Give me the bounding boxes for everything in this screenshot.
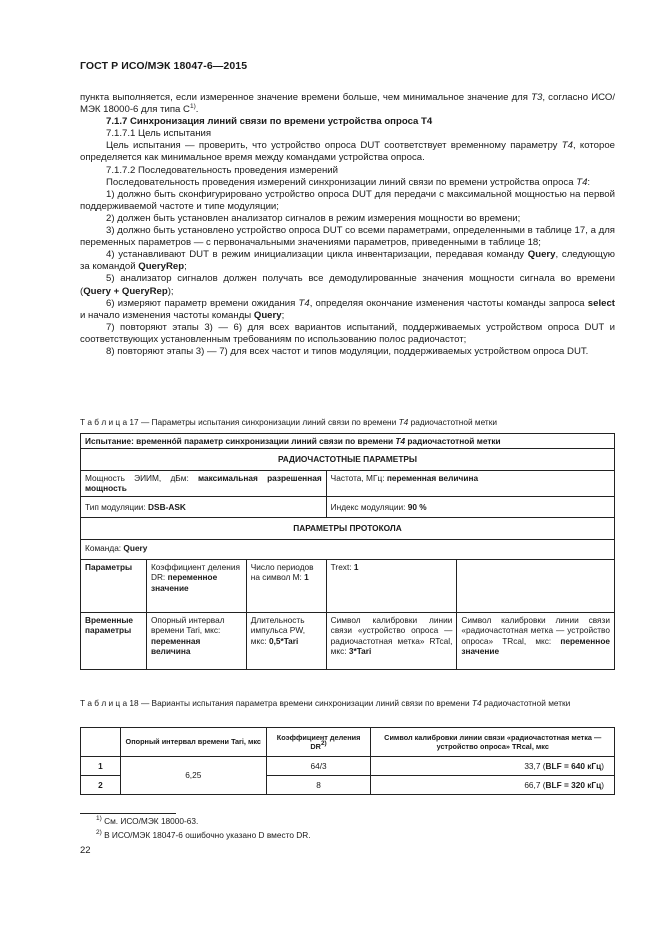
text: T4 [398, 417, 409, 427]
text: Т а б л и ц а 17 — Параметры испытания синхронизации линий связи по времени [80, 417, 399, 427]
text: , следующую за командой [80, 249, 615, 273]
text: , которое определяется как минимальное время между командами устройства опроса. [80, 140, 615, 164]
table-row [81, 757, 615, 776]
text: DSB-ASK [148, 501, 186, 512]
paragraph [80, 92, 615, 116]
text: Коэффициент деления DR: [150, 562, 240, 583]
table-row [81, 539, 615, 559]
table-cell [81, 470, 327, 496]
table-17 [80, 433, 615, 670]
table-cell: 6,25 [120, 757, 266, 795]
footnote-text: См. ИСО/МЭК 18000-63. [104, 816, 199, 826]
section-header-cell: РАДИОЧАСТОТНЫЕ ПАРАМЕТРЫ [81, 449, 615, 470]
table-row [81, 496, 615, 517]
text: ) [601, 779, 604, 790]
footnote-mark: 2) [96, 829, 102, 836]
footnote [96, 816, 198, 827]
document-header: ГОСТ Р ИСО/МЭК 18047-6—2015 [80, 60, 248, 72]
text: Коэффициент деления DR [276, 732, 361, 751]
row-number-cell: 2 [81, 776, 121, 795]
text: 90 % [407, 501, 427, 512]
table17-caption [80, 417, 615, 428]
text: T4 [576, 176, 588, 188]
text: Частота, МГц: [330, 472, 387, 483]
table-cell [371, 776, 615, 795]
text: T4 [561, 140, 573, 152]
footnote-separator [80, 813, 176, 814]
text: Команда: [85, 542, 124, 553]
footnote-text: В ИСО/МЭК 18047-6 ошибочно указано D вместо DR. [104, 830, 311, 840]
paragraph [80, 140, 615, 164]
step-item: 3) должно быть установлено устройство опроса DUT со всеми параметрами, определенными в таблице 17, а для переменных параметров — с первоначальными значениями параметров, приведенными в таблице 18; [80, 225, 615, 249]
table-row [81, 449, 615, 470]
text: 0,5*Tari [268, 635, 299, 646]
section-header-cell: ПАРАМЕТРЫ ПРОТОКОЛА [81, 518, 615, 539]
text: пункта выполняется, если измеренное значение времени больше, чем минимальное значение для [80, 92, 532, 103]
text: 33,7 ( [524, 760, 546, 771]
text: ); [167, 285, 174, 297]
table18-caption [80, 698, 615, 709]
text: и начало изменения частоты команды [80, 309, 254, 321]
header-cell [81, 728, 121, 757]
text: 66,7 ( [524, 779, 546, 790]
text: максимальная разрешенная мощность [85, 472, 322, 494]
text: T4 [395, 436, 406, 446]
text: переменная величина [386, 472, 479, 483]
text: Индекс модуляции: [330, 501, 408, 512]
row-label-cell: Временные параметры [81, 613, 147, 670]
text: 6) измеряют параметр времени ожидания [106, 297, 299, 309]
footnote-ref: 1) [189, 103, 196, 111]
table-cell [326, 613, 457, 670]
paragraph [80, 177, 615, 189]
table-cell [81, 539, 615, 559]
table-18 [80, 727, 615, 795]
text: T4 [298, 297, 310, 309]
step-item [80, 273, 615, 297]
text: 3*Tari [348, 646, 372, 657]
page-number: 22 [80, 845, 91, 856]
header-cell: Опорный интервал времени Tari, мкс [120, 728, 266, 757]
text: Т а б л и ц а 18 — Варианты испытания параметра времени синхронизации линий связи по времени [80, 698, 472, 708]
text: Длительность импульса PW, мкс: [250, 615, 306, 646]
step-item [80, 249, 615, 273]
table-cell [246, 613, 326, 670]
step-item [80, 298, 615, 322]
text: , определяя окончание изменения частоты команды запроса [309, 297, 588, 309]
table-row [81, 613, 615, 670]
text: Цель испытания — проверить, что устройство опроса DUT соответствует временному параметру [106, 140, 562, 152]
text: Символ калибровки линии связи «радиочастотная метка — устройство опроса» TRcal, мкс: [461, 615, 610, 646]
step-item: 8) повторяют этапы 3) — 7) для всех частот и типов модуляции, поддерживаемых устройством опроса DUT. [106, 345, 589, 357]
table-cell [326, 496, 614, 517]
text: Query + QueryRep [83, 285, 168, 297]
text: BLF = 640 кГц [545, 760, 602, 771]
text: 5) анализатор сигналов должен получать все демодулированные значения мощности сигнала во времени ( [80, 273, 615, 297]
text: переменное значение [150, 572, 218, 593]
table-cell [457, 613, 615, 670]
table-row [81, 470, 615, 496]
text: Тип модуляции: [85, 501, 149, 512]
text: QueryRep [138, 261, 185, 273]
text: радиочастотной метки [405, 436, 501, 446]
table-row [81, 434, 615, 449]
text: Число периодов на символ M: [250, 562, 314, 583]
body-text [80, 92, 615, 358]
row-label-cell: Параметры [81, 560, 147, 613]
text: Query [527, 249, 556, 261]
table-cell [81, 496, 327, 517]
text: ) [601, 760, 604, 771]
table-header-row [81, 728, 615, 757]
text: радиочастотной метки [481, 698, 571, 708]
text: Query [123, 542, 148, 553]
subsection-heading: 7.1.7.2 Последовательность проведения измерений [106, 164, 338, 176]
text: переменное значение [461, 635, 610, 657]
table-title-cell [81, 434, 615, 449]
step-item: 1) должно быть сконфигурировано устройство опроса DUT для передачи с максимальной мощностью на первой поддерживаемой частоте и типе модуляции; [80, 188, 615, 212]
header-cell [266, 728, 371, 757]
text: Опорный интервал времени Tari, мкс: [150, 615, 225, 636]
text: переменная величина [150, 635, 201, 657]
table-cell [326, 560, 457, 613]
table-row [81, 518, 615, 539]
footnote [96, 830, 311, 841]
text: 4) устанавливают DUT в режим инициализации цикла инвентаризации, передавая команду [106, 249, 528, 261]
text: ; [281, 309, 285, 321]
text: Мощность ЭИИМ, дБм: [85, 472, 198, 483]
text: : [587, 176, 591, 188]
row-number-cell: 1 [81, 757, 121, 776]
table-row [81, 560, 615, 613]
step-item: 7) повторяют этапы 3) — 6) для всех вариантов испытаний, поддерживаемых устройством опроса DUT и соответствующих установленным требованиям по использованию полос радиочастот; [80, 321, 615, 345]
header-cell: Символ калибровки линии связи «радиочастотная метка — устройство опроса» TRcal, мкс [371, 728, 615, 757]
text: T3 [531, 92, 543, 103]
footnote-ref: 2) [320, 740, 327, 747]
subsection-heading: 7.1.7.1 Цель испытания [106, 128, 212, 140]
table-cell [457, 560, 615, 613]
step-item: 2) должен быть установлен анализатор сигналов в режим измерения мощности во времени; [106, 212, 521, 224]
section-heading: 7.1.7 Синхронизация линий связи по времени устройства опроса T4 [106, 116, 433, 128]
text: , согласно ИСО/МЭК 18000-6 для типа C [80, 92, 615, 116]
table-cell [146, 560, 246, 613]
text: ; [184, 261, 187, 273]
text: радиочастотной метки [408, 417, 497, 427]
table-cell [246, 560, 326, 613]
table-cell [146, 613, 246, 670]
text: Испытание: временнóй параметр синхронизации линий связи по времени [85, 436, 396, 446]
table-cell [371, 757, 615, 776]
text: BLF = 320 кГц [545, 779, 602, 790]
text: 1 [353, 562, 359, 573]
text: Символ калибровки линии связи «устройство опроса — радиочастотная метка» RTcal, мкс: [330, 615, 453, 657]
text: select [587, 297, 615, 309]
text: T4 [471, 698, 482, 708]
text: Trext: [330, 562, 354, 573]
footnote-mark: 1) [96, 815, 102, 822]
table-cell [326, 470, 614, 496]
text: . [195, 104, 199, 116]
text: 1 [304, 572, 309, 583]
table-cell: 64/3 [266, 757, 371, 776]
text: Query [253, 309, 282, 321]
table-cell: 8 [266, 776, 371, 795]
text: Последовательность проведения измерений синхронизации линий связи по времени устройства опроса [106, 176, 577, 188]
